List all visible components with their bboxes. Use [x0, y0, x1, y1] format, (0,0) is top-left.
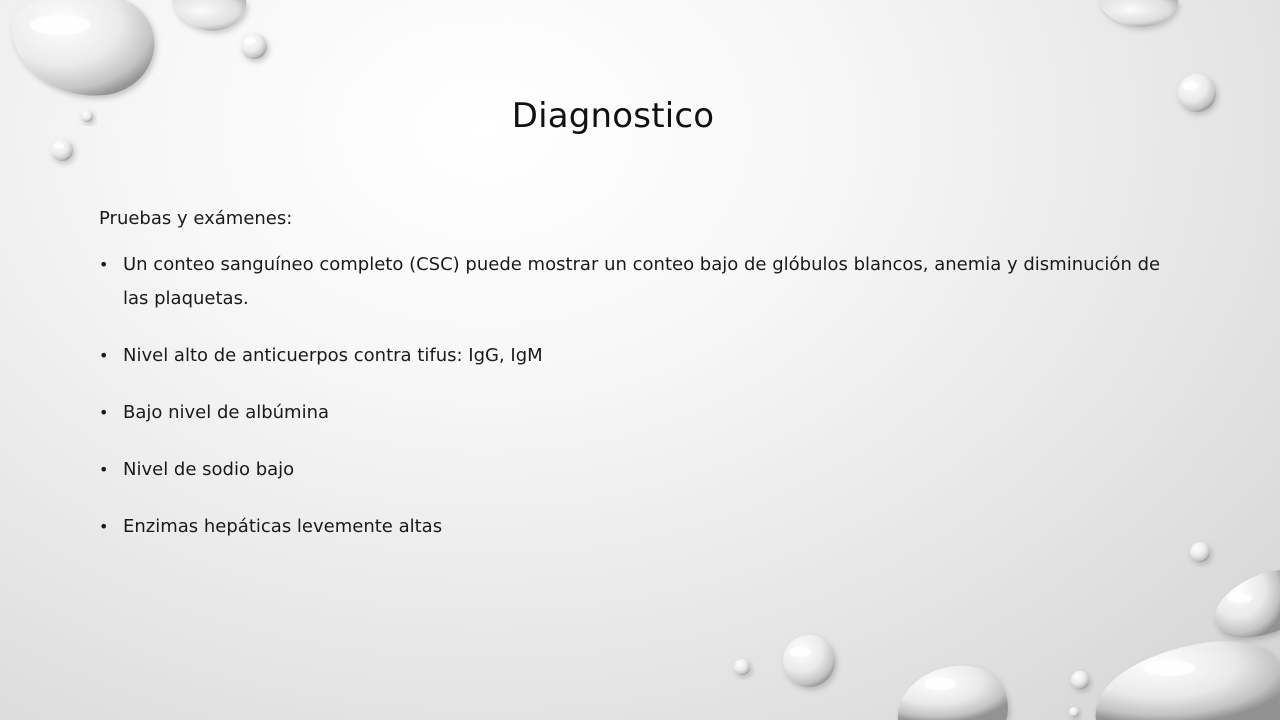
bullet-dot: • [99, 403, 109, 422]
slide-title: Diagnostico [511, 96, 715, 136]
bullet-list [99, 248, 1189, 544]
bullet-item [99, 396, 1189, 430]
bullet-item [99, 248, 1189, 316]
drop-bottom-center-medium [783, 635, 835, 687]
drop-bottom-center-small [734, 659, 750, 675]
drop-bottom-right-tiny-2 [1069, 707, 1079, 717]
slide-content [99, 204, 1189, 567]
drop-left-tiny-2 [51, 139, 73, 161]
drop-top-left-small [241, 33, 267, 59]
bullet-dot: • [99, 255, 109, 274]
bullet-dot: • [99, 346, 109, 365]
bullet-text: Enzimas hepáticas levemente altas [123, 516, 443, 537]
bullet-text: Bajo nivel de albúmina [123, 402, 330, 423]
bullet-text: Un conteo sanguíneo completo (CSC) puede mostrar un conteo bajo de glóbulos blancos, anemia y disminución de las plaquetas. [123, 254, 1161, 309]
bullet-item [99, 510, 1189, 544]
drop-right-edge [1215, 570, 1280, 637]
bullet-item [99, 453, 1189, 487]
drop-top-center [172, 0, 246, 31]
drop-bottom-center-large [898, 666, 1008, 720]
bullet-item [99, 339, 1189, 373]
drop-top-left-large [12, 0, 154, 96]
intro-text: Pruebas y exámenes: [99, 208, 293, 229]
drop-top-right [1098, 0, 1178, 27]
bullet-dot: • [99, 517, 109, 536]
bullet-text: Nivel alto de anticuerpos contra tifus: IgG, IgM [123, 345, 543, 366]
drop-bottom-right-large [1096, 641, 1280, 720]
bullet-text: Nivel de sodio bajo [123, 459, 295, 480]
drop-bottom-right-tiny-1 [1071, 671, 1089, 689]
drop-right-small [1190, 542, 1210, 562]
bullet-dot: • [99, 460, 109, 479]
